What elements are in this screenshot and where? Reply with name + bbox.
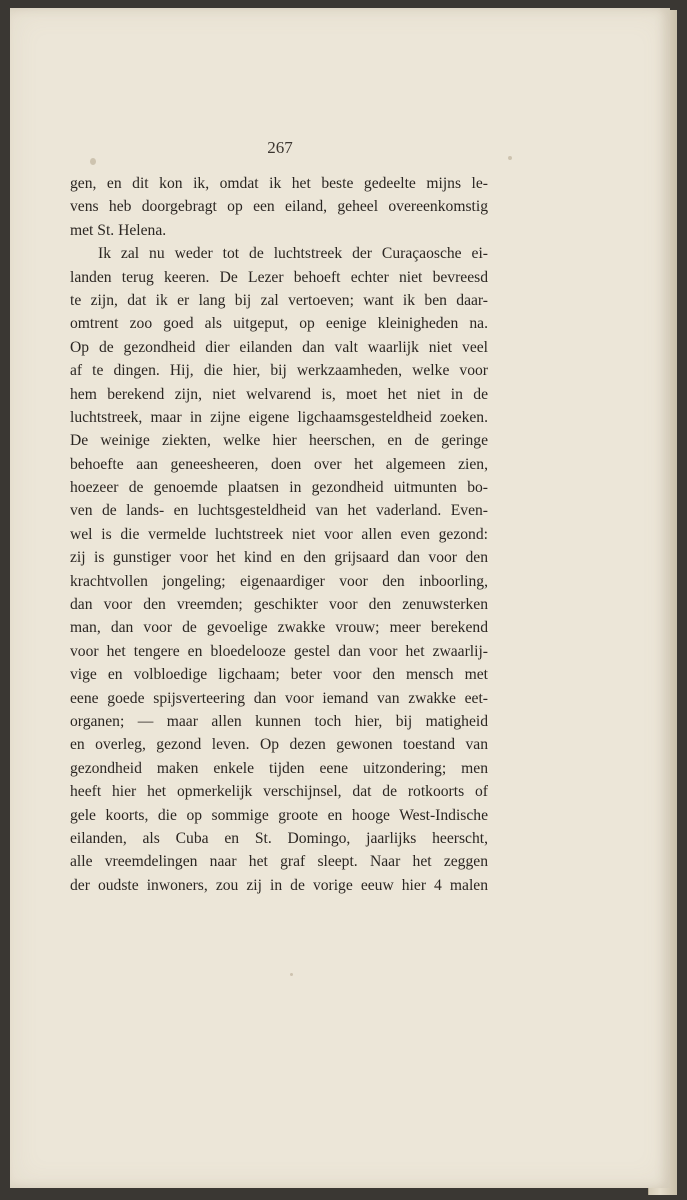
body-text	[70, 172, 488, 897]
text-line: De weinige ziekten, welke hier heerschen, en de geringe	[70, 432, 488, 450]
text-line: Op de gezondheid dier eilanden dan valt waarlijk niet veel	[70, 338, 488, 356]
book-page	[10, 8, 670, 1188]
text-line: te zijn, dat ik er lang bij zal vertoeven; want ik ben daar-	[70, 291, 488, 309]
text-line: hem berekend zijn, niet welvarend is, moet het niet in de	[70, 385, 488, 403]
text-line: behoefte aan geneesheeren, doen over het algemeen zien,	[70, 455, 488, 473]
text-line: vige en volbloedige ligchaam; beter voor den mensch met	[70, 666, 488, 684]
text-line: alle vreemdelingen naar het graf sleept. Naar het zeggen	[70, 853, 488, 871]
paper-spot	[290, 973, 293, 976]
text-line: hoezeer de genoemde plaatsen in gezondheid uitmunten bo-	[70, 479, 488, 497]
text-line: eilanden, als Cuba en St. Domingo, jaarlijks heerscht,	[70, 829, 488, 847]
text-line: der oudste inwoners, zou zij in de vorige eeuw hier 4 malen	[70, 876, 488, 894]
text-line: dan voor den vreemden; geschikter voor den zenuwsterken	[70, 596, 488, 614]
text-line: voor het tengere en bloedelooze gestel dan voor het zwaarlij-	[70, 642, 488, 660]
text-line: en overleg, gezond leven. Op dezen gewonen toestand van	[70, 736, 488, 754]
text-line: gezondheid maken enkele tijden eene uitzondering; men	[70, 759, 488, 777]
text-line: luchtstreek, maar in zijne eigene ligchaamsgesteldheid zoeken.	[70, 408, 488, 426]
text-line: gele koorts, die op sommige groote en hooge West-Indische	[70, 806, 488, 824]
text-line: man, dan voor de gevoelige zwakke vrouw; meer berekend	[70, 619, 488, 637]
text-line: organen; — maar allen kunnen toch hier, bij matigheid	[70, 712, 488, 730]
text-line: ven de lands- en luchtsgesteldheid van het vaderland. Even-	[70, 502, 488, 520]
paper-spot	[90, 158, 96, 165]
text-line: af te dingen. Hij, die hier, bij werkzaamheden, welke voor	[70, 362, 488, 380]
text-line: gen, en dit kon ik, omdat ik het beste gedeelte mijns le-	[70, 175, 488, 192]
text-line: eene goede spijsverteering dan voor iemand van zwakke eet-	[70, 689, 488, 707]
text-line: omtrent zoo goed als uitgeput, op eenige kleinigheden na.	[70, 315, 488, 333]
text-line: zij is gunstiger voor het kind en den grijsaard dan voor den	[70, 549, 488, 567]
text-line: wel is die vermelde luchtstreek niet voor allen even gezond:	[70, 525, 488, 543]
text-line: Ik zal nu weder tot de luchtstreek der Curaçaosche ei-	[98, 245, 488, 263]
page-number: 267	[267, 138, 293, 157]
text-line: landen terug keeren. De Lezer behoeft echter niet bevreesd	[70, 268, 488, 286]
text-line: krachtvollen jongeling; eigenaardiger voor den inboorling,	[70, 572, 488, 590]
text-line: met St. Helena.	[70, 221, 167, 239]
text-line: vens heb doorgebragt op een eiland, geheel overeenkomstig	[70, 198, 488, 216]
text-line: heeft hier het opmerkelijk verschijnsel, dat de rotkoorts of	[70, 783, 488, 801]
